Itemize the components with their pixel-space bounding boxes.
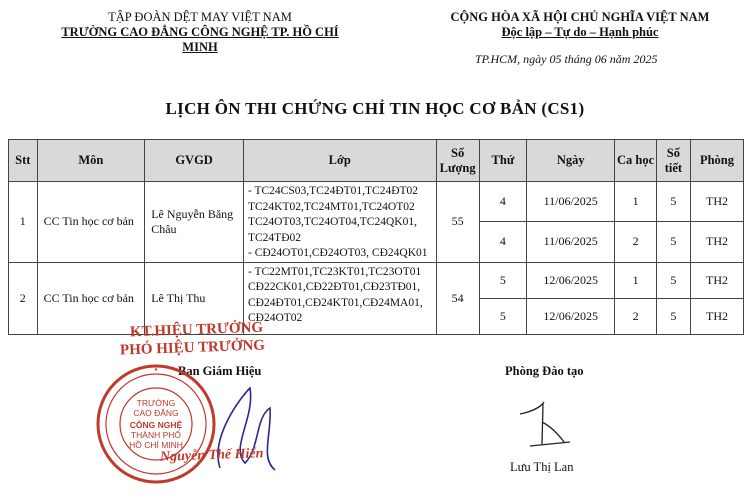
class-list-line: CĐ24OT02 (247, 312, 303, 324)
cell-stt: 2 (9, 262, 38, 334)
cell-stt: 1 (9, 182, 38, 263)
class-list-line: - TC22MT01,TC23KT01,TC23OT01 (247, 265, 422, 278)
class-list-line: CĐ24ĐT01,CĐ24KT01,CĐ24MA01, (247, 296, 423, 309)
cell-so-tiet: 5 (656, 222, 690, 262)
cell-so-luong: 54 (436, 262, 479, 334)
seal-line: THÀNH PHỐ (130, 430, 182, 440)
seal-line: TRƯỜNG (136, 398, 176, 408)
cell-thu: 5 (479, 298, 526, 334)
cell-mon: CC Tin học cơ bản (37, 182, 145, 263)
cell-ca-hoc: 1 (615, 182, 656, 222)
cell-so-tiet: 5 (656, 182, 690, 222)
header-so-luong: Số Lượng (436, 140, 479, 182)
header-gvgd: GVGD (145, 140, 244, 182)
national-header (430, 10, 730, 40)
signature-title-left: Ban Giám Hiệu (178, 364, 262, 378)
seal-line: HỒ CHÍ MINH (129, 440, 183, 450)
cell-so-tiet: 5 (656, 298, 690, 334)
svg-text:★: ★ (153, 367, 159, 373)
stamp-title-pho: PHÓ HIỆU TRƯỞNG (119, 337, 266, 359)
cell-gvgd: Lê Nguyễn Băng Châu (145, 182, 244, 263)
cell-ca-hoc: 2 (615, 298, 656, 334)
org-header (60, 10, 340, 55)
signature-scribble-right (510, 394, 590, 454)
right-signature-block (470, 358, 630, 488)
header-phong: Phòng (690, 140, 743, 182)
seal-line: CAO ĐẲNG (133, 408, 179, 418)
cell-phong: TH2 (690, 298, 743, 334)
table-row (9, 262, 744, 298)
cell-gvgd: Lê Thị Thu (145, 262, 244, 334)
cell-thu: 5 (479, 262, 526, 298)
cell-mon: CC Tin học cơ bản (37, 262, 145, 334)
nation-motto: Độc lập – Tự do – Hạnh phúc (501, 25, 659, 39)
table-header-row (9, 140, 744, 182)
left-signature-block (60, 318, 320, 498)
cell-thu: 4 (479, 182, 526, 222)
table-row (9, 182, 744, 222)
date-line: TP.HCM, ngày 05 tháng 06 năm 2025 (475, 52, 658, 66)
cell-phong: TH2 (690, 222, 743, 262)
cell-ngay: 11/06/2025 (527, 222, 615, 262)
signature-title-right: Phòng Đào tạo (505, 364, 584, 378)
class-list-line: - TC24CS03,TC24ĐT01,TC24ĐT02 (247, 185, 419, 197)
header-lop: Lớp (243, 140, 436, 182)
cell-so-luong: 55 (436, 182, 479, 263)
cell-phong: TH2 (690, 182, 743, 222)
cell-ca-hoc: 2 (615, 222, 656, 262)
seal-line: CÔNG NGHỆ (129, 420, 183, 430)
cell-lop (243, 182, 436, 263)
header-stt: Stt (9, 140, 38, 182)
cell-ca-hoc: 1 (615, 262, 656, 298)
cell-ngay: 12/06/2025 (527, 298, 615, 334)
parent-org: TẬP ĐOÀN DỆT MAY VIỆT NAM (108, 10, 292, 24)
signer-name-left: Nguyễn Thế Hiển (159, 446, 264, 465)
header-mon: Môn (37, 140, 145, 182)
header-ca-hoc: Ca học (615, 140, 656, 182)
cell-ngay: 11/06/2025 (527, 182, 615, 222)
header-ngay: Ngày (527, 140, 615, 182)
class-list-line: TC24OT03,TC24OT04,TC24QK01, (247, 216, 417, 228)
header-thu: Thứ (479, 140, 526, 182)
signer-name-right: Lưu Thị Lan (510, 460, 574, 474)
class-list-line: TC24KT02,TC24MT01,TC24OT02 (247, 200, 415, 213)
class-list-line: CĐ22CK01,CĐ22ĐT01,CĐ23TĐ01, (247, 281, 421, 293)
stamp-title-kt: KT.HIỆU TRƯỞNG (129, 319, 264, 341)
class-list-line: TC24TĐ02 (247, 231, 302, 244)
cell-thu: 4 (479, 222, 526, 262)
school-name: TRƯỜNG CAO ĐẲNG CÔNG NGHỆ TP. HỒ CHÍ MINH (61, 25, 339, 54)
page-title: LỊCH ÔN THI CHỨNG CHỈ TIN HỌC CƠ BẢN (CS1) (165, 99, 585, 118)
cell-so-tiet: 5 (656, 262, 690, 298)
nation-title: CỘNG HÒA XÃ HỘI CHỦ NGHĨA VIỆT NAM (450, 10, 710, 24)
schedule-table (8, 139, 744, 335)
header-so-tiet: Số tiết (656, 140, 690, 182)
class-list-line: - CĐ24OT01,CĐ24OT03, CĐ24QK01 (247, 247, 428, 259)
cell-ngay: 12/06/2025 (527, 262, 615, 298)
cell-phong: TH2 (690, 262, 743, 298)
